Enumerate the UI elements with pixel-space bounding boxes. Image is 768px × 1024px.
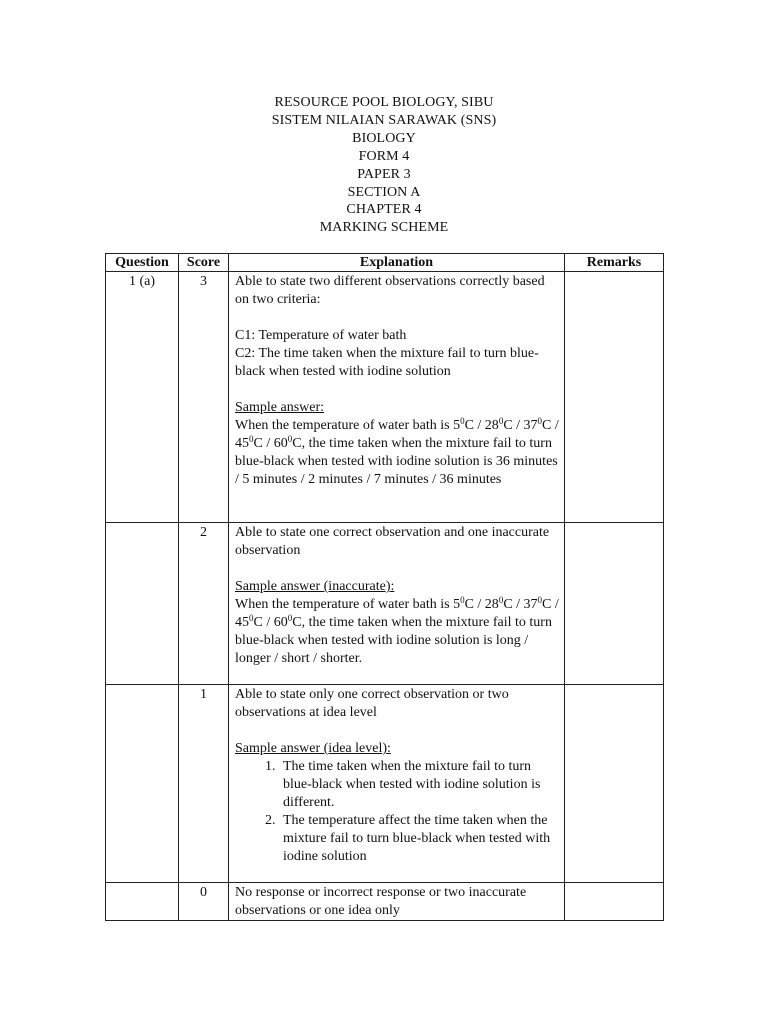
criteria-lead: Able to state two different observations correctly based on two criteria: [235, 274, 545, 307]
criteria-lead: Able to state one correct observation and one inaccurate observation [235, 525, 550, 558]
remarks-cell [565, 685, 664, 883]
sample-answer-label: Sample answer: [235, 400, 325, 415]
header-subject: BIOLOGY [352, 130, 416, 146]
explanation-cell [229, 523, 565, 685]
header-chapter: CHAPTER 4 [346, 202, 422, 218]
question-cell: 1 (a) [106, 272, 179, 523]
table-row-score-0 [106, 883, 664, 921]
column-header-remarks: Remarks [565, 254, 664, 272]
sample-answer-text: When the temperature of water bath is $5^0C / 28^0C / 37^0C / 45^0C / 60^0C$, the time taken when the mixture fail to turn blue-black when tested with iodine solution is 36 minutes / 5 minutes / 2 minutes / 7 minutes / 36 minutes [235, 416, 559, 487]
remarks-cell [565, 272, 664, 523]
sample-answer-label: Sample answer (idea level): [235, 741, 391, 756]
remarks-cell [565, 523, 664, 685]
score-cell: 0 [179, 883, 229, 921]
criterion-c1: C1: Temperature of water bath [235, 328, 407, 343]
score-cell: 1 [179, 685, 229, 883]
explanation-cell [229, 883, 565, 921]
document-header [0, 94, 768, 237]
list-item: 2. The temperature affect the time taken when the mixture fail to turn blue-black when tested with iodine solution [279, 812, 560, 866]
criteria-lead: Able to state only one correct observation or two observations at idea level [235, 687, 509, 720]
question-cell [106, 883, 179, 921]
header-form: FORM 4 [358, 148, 410, 164]
sample-answer-text: When the temperature of water bath is $5^0C / 28^0C / 37^0C / 45^0C / 60^0C$, the time taken when the mixture fail to turn blue-black when tested with iodine solution is long / longer / short / shorter. [235, 595, 559, 666]
sample-answer-label: Sample answer (inaccurate): [235, 579, 395, 594]
header-school: RESOURCE POOL BIOLOGY, SIBU [274, 95, 494, 110]
column-header-score: Score [179, 254, 229, 272]
header-section: SECTION A [347, 184, 421, 200]
explanation-cell [229, 272, 565, 523]
list-item: 1. The time taken when the mixture fail to turn blue-black when tested with iodine solution is different. [279, 758, 560, 812]
table-header-row [106, 254, 664, 272]
column-header-question: Question [106, 254, 179, 272]
sample-answer-list [235, 758, 560, 866]
header-assessment-system: SISTEM NILAIAN SARAWAK (SNS) [271, 112, 497, 128]
table-row-score-3 [106, 272, 664, 523]
remarks-cell [565, 883, 664, 921]
header-title: MARKING SCHEME [319, 220, 449, 236]
criteria-lead: No response or incorrect response or two inaccurate observations or one idea only [235, 885, 527, 918]
column-header-explanation: Explanation [229, 254, 565, 272]
criterion-c2: C2: The time taken when the mixture fail to turn blue-black when tested with iodine solution [235, 346, 539, 379]
question-cell [106, 523, 179, 685]
score-cell: 3 [179, 272, 229, 523]
table-row-score-2 [106, 523, 664, 685]
question-cell [106, 685, 179, 883]
explanation-cell [229, 685, 565, 883]
score-cell: 2 [179, 523, 229, 685]
table-row-score-1 [106, 685, 664, 883]
header-paper: PAPER 3 [357, 166, 411, 182]
marking-scheme-table [105, 253, 664, 921]
